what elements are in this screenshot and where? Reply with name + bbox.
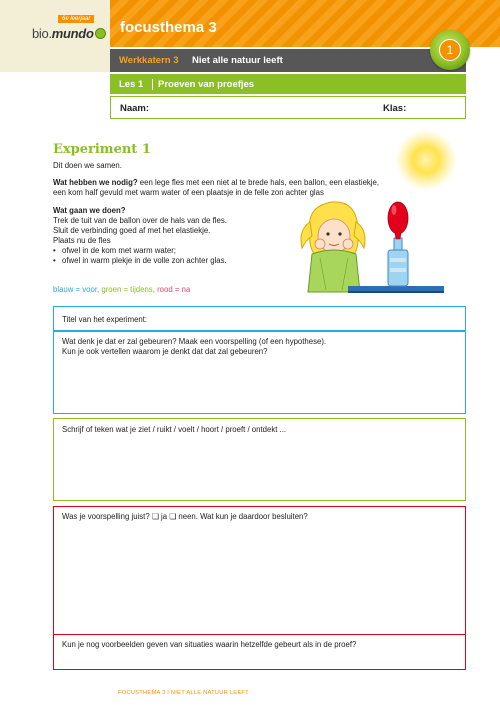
logo-area (0, 0, 110, 72)
logo-text-right: mundo (51, 26, 94, 41)
color-legend: blauw = voor, groen = tijdens, rood = na (53, 285, 191, 294)
name-label: Naam: (120, 103, 150, 114)
class-label: Klas: (383, 103, 407, 114)
grade-tag: 6e leerjaar (58, 15, 94, 23)
theme-title: focusthema 3 (120, 19, 217, 36)
list-item: • ofwel in de kom met warm water; (53, 246, 227, 256)
legend-red: rood = na (157, 285, 191, 294)
logo-text-left: bio. (32, 26, 52, 41)
placement-options (53, 246, 227, 266)
title-prompt: Titel van het experiment: (62, 315, 148, 324)
biomundo-logo (32, 26, 106, 41)
procedure-step: Plaats nu de fles (53, 236, 111, 245)
conclusion-box[interactable] (53, 506, 466, 636)
legend-blue: blauw = voor (53, 285, 97, 294)
badge-number: 1 (439, 39, 461, 61)
lesson-number-badge (430, 30, 470, 70)
examples-prompt: Kun je nog voorbeelden geven van situaties waarin hetzelfde gebeurt als in de proef? (62, 640, 357, 649)
workbook-label: Werkkatern 3 (119, 55, 179, 66)
lesson-bar (110, 74, 466, 94)
procedure-step: Sluit de verbinding goed af met het elastiekje. (53, 226, 211, 235)
lesson-label: Les 1 (119, 79, 144, 90)
workbook-bar (110, 49, 466, 72)
page-footer: FOCUSTHEMA 3 I NIET ALLE NATUUR LEEFT (118, 690, 249, 696)
workbook-title: Niet alle natuur leeft (192, 55, 283, 66)
procedure-label: Wat gaan we doen? (53, 206, 126, 215)
girl-with-bottle-illustration (298, 192, 448, 302)
observation-prompt: Schrijf of teken wat je ziet / ruikt / voelt / hoort / proeft / ontdekt ... (62, 425, 287, 434)
materials-text-2: een kom half gevuld met warm water of een plaatsje in de felle zon achter glas (53, 188, 324, 197)
experiment-title-box[interactable] (53, 306, 466, 331)
name-class-row[interactable] (110, 96, 466, 119)
examples-box[interactable] (53, 634, 466, 670)
materials-text-1: een lege fles met een niet al te brede hals, een ballon, een elastiekje, (137, 178, 380, 187)
prediction-box[interactable] (53, 331, 466, 414)
experiment-heading: Experiment 1 (53, 142, 151, 157)
conclusion-prompt: Was je voorspelling juist? ❏ ja ❏ neen. Wat kun je daardoor besluiten? (62, 512, 308, 521)
materials-paragraph (53, 178, 379, 188)
prediction-question-1: Wat denk je dat er zal gebeuren? Maak een voorspelling (of een hypothese). (62, 337, 327, 346)
intro-text: Dit doen we samen. (53, 161, 122, 170)
observation-box[interactable] (53, 418, 466, 501)
procedure-step: Trek de tuit van de ballon over de hals van de fles. (53, 216, 227, 225)
materials-label: Wat hebben we nodig? (53, 178, 138, 187)
legend-green: groen = tijdens (101, 285, 153, 294)
prediction-question-2: Kun je ook vertellen waarom je denkt dat dat zal gebeuren? (62, 347, 268, 356)
sun-icon (396, 130, 456, 190)
globe-icon (95, 28, 106, 39)
list-item: • ofwel in warm plekje in de volle zon achter glas. (53, 256, 227, 266)
lesson-title: Proeven van proefjes (152, 79, 254, 90)
